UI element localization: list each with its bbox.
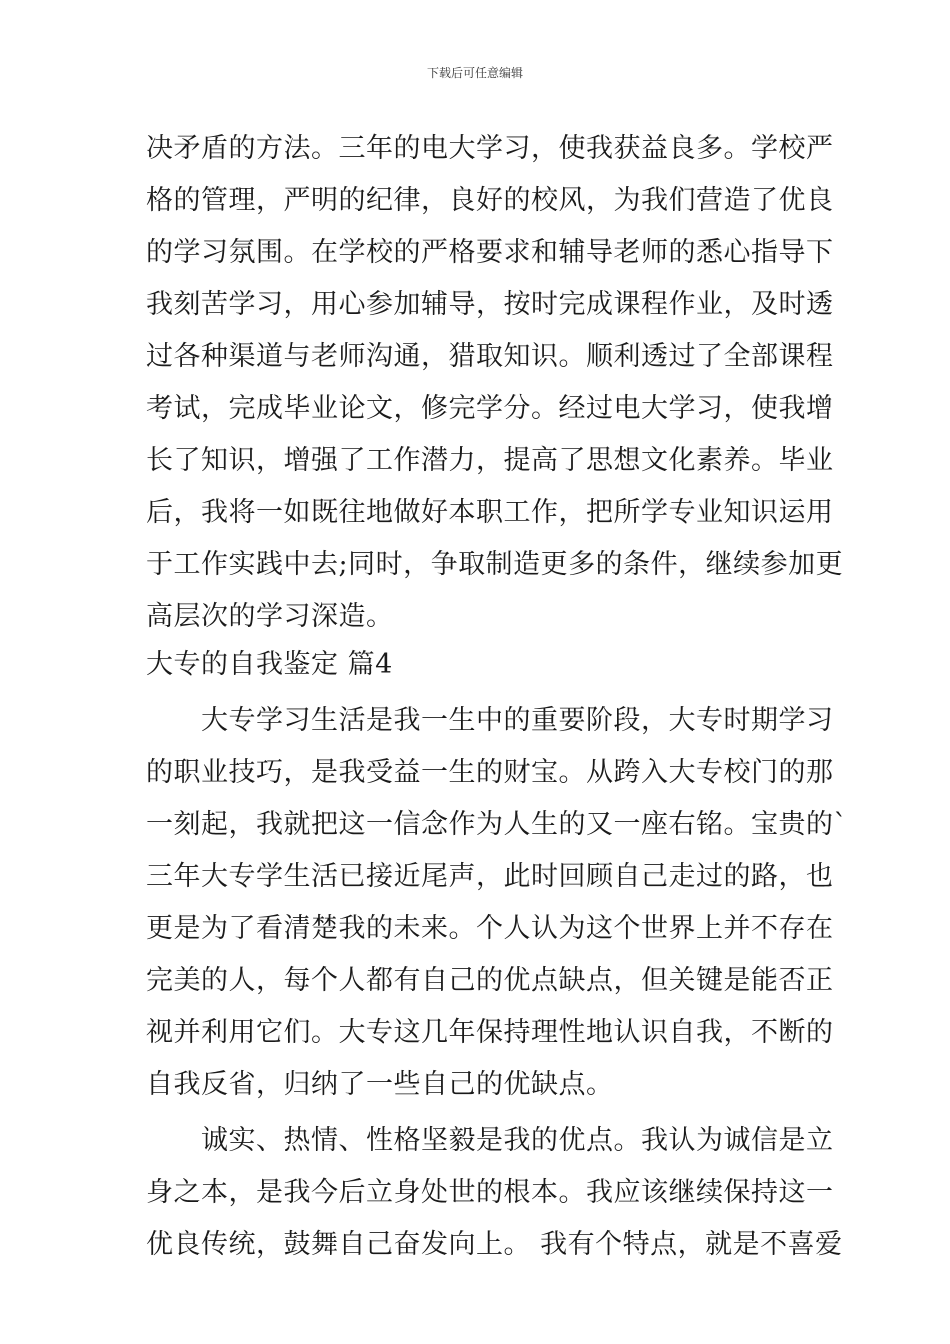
- text-line: 诚实、热情、性格坚毅是我的优点。我认为诚信是立: [146, 1125, 834, 1156]
- text-line: 于工作实践中去;同时，争取制造更多的条件，继续参加更: [146, 549, 844, 580]
- text-line: 高层次的学习深造。: [146, 601, 394, 632]
- text-line: 大专学习生活是我一生中的重要阶段，大专时期学习: [146, 705, 834, 736]
- text-line: 优良传统，鼓舞自己奋发向上。 我有个特点，就是不喜爱: [146, 1229, 843, 1260]
- text-line: 完美的人，每个人都有自己的优点缺点，但关键是能否正: [146, 965, 834, 996]
- text-line: 三年大专学生活已接近尾声，此时回顾自己走过的路，也: [146, 861, 834, 892]
- text-line: 后，我将一如既往地做好本职工作，把所学专业知识运用: [146, 497, 834, 528]
- text-line: 长了知识，增强了工作潜力，提高了思想文化素养。毕业: [146, 445, 834, 476]
- text-line: 的职业技巧，是我受益一生的财宝。从跨入大专校门的那: [146, 757, 834, 788]
- section-heading: 大专的自我鉴定 篇4: [146, 649, 393, 680]
- text-line: 视并利用它们。大专这几年保持理性地认识自我，不断的: [146, 1017, 834, 1048]
- text-line: 决矛盾的方法。三年的电大学习，使我获益良多。学校严: [146, 133, 834, 164]
- text-line: 我刻苦学习，用心参加辅导，按时完成课程作业，及时透: [146, 289, 834, 320]
- text-line: 自我反省，归纳了一些自己的优缺点。: [146, 1069, 614, 1100]
- text-line: 一刻起，我就把这一信念作为人生的又一座右铭。宝贵的`: [146, 809, 848, 840]
- text-line: 格的管理，严明的纪律，良好的校风，为我们营造了优良: [146, 185, 834, 216]
- text-line: 身之本，是我今后立身处世的根本。我应该继续保持这一: [146, 1177, 834, 1208]
- text-line: 考试，完成毕业论文，修完学分。经过电大学习，使我增: [146, 393, 834, 424]
- text-line: 的学习氛围。在学校的严格要求和辅导老师的悉心指导下: [146, 237, 834, 268]
- text-line: 更是为了看清楚我的未来。个人认为这个世界上并不存在: [146, 913, 834, 944]
- text-line: 过各种渠道与老师沟通，猎取知识。顺利透过了全部课程: [146, 341, 834, 372]
- page-header-note: 下载后可任意编辑: [426, 66, 523, 80]
